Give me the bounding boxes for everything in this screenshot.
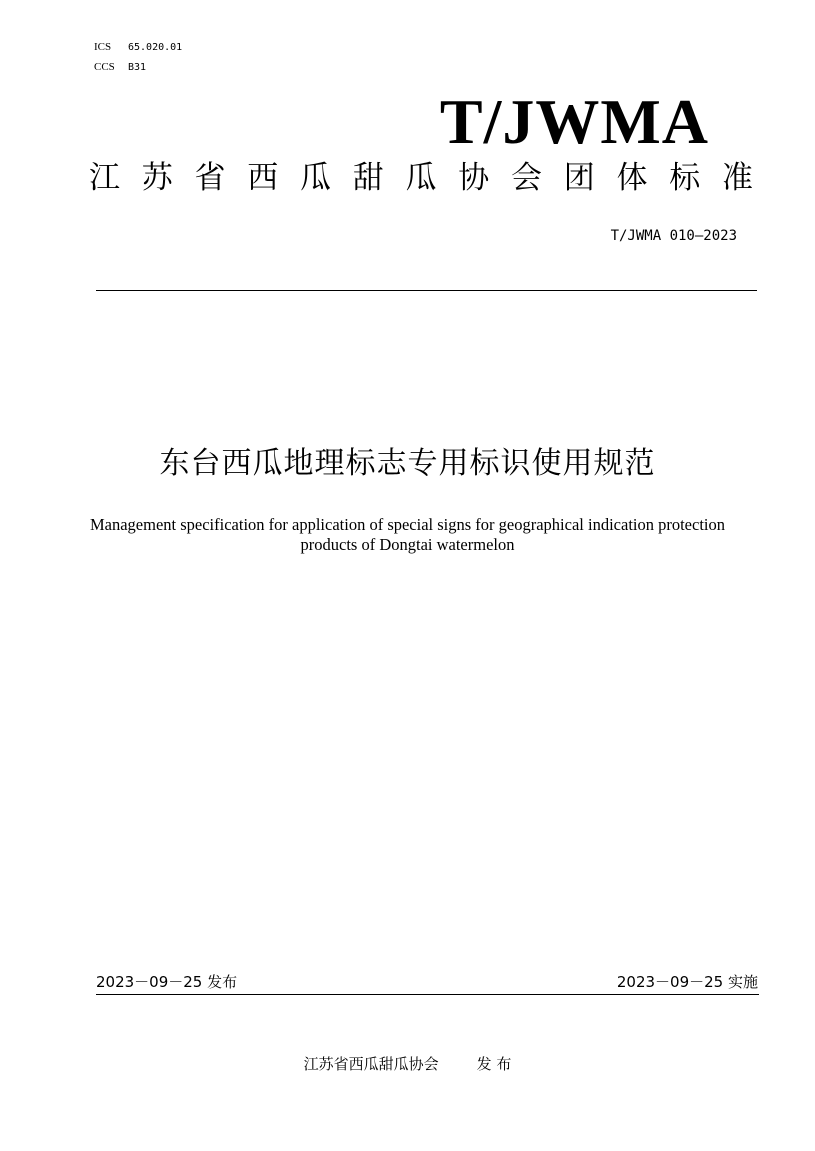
org-title-char: 团 bbox=[563, 160, 595, 196]
publisher-line bbox=[0, 1053, 815, 1075]
ics-value: 65.020.01 bbox=[128, 42, 183, 53]
org-title-char: 体 bbox=[616, 160, 648, 196]
standard-title-cn: 东台西瓜地理标志专用标识使用规范 bbox=[159, 446, 656, 481]
footer-divider bbox=[96, 994, 759, 995]
header-divider bbox=[96, 290, 757, 291]
standard-logo: T/JWMA bbox=[439, 86, 709, 157]
org-title-char: 江 bbox=[89, 160, 120, 196]
standard-title-en: Management specification for application of special signs for geographical indication protection products of Dongtai watermelon bbox=[89, 515, 726, 554]
org-title-char: 协 bbox=[458, 160, 490, 196]
org-title-char: 瓜 bbox=[300, 160, 331, 196]
implement-date: 2023－09－25 实施 bbox=[616, 973, 758, 991]
org-title-char: 西 bbox=[247, 160, 279, 196]
ics-code bbox=[94, 40, 182, 55]
publish-date: 2023－09－25 发布 bbox=[96, 973, 238, 991]
ccs-code bbox=[94, 60, 146, 75]
org-title-char: 会 bbox=[511, 160, 542, 196]
org-title-char: 苏 bbox=[141, 160, 173, 196]
ics-label: ICS bbox=[94, 41, 112, 53]
organization-standard-title bbox=[89, 158, 753, 198]
document-number: T/JWMA 010—2023 bbox=[610, 228, 737, 244]
org-title-char: 甜 bbox=[352, 160, 384, 196]
org-title-char: 标 bbox=[669, 160, 701, 196]
publisher-name: 江苏省西瓜甜瓜协会 bbox=[303, 1055, 439, 1073]
org-title-char: 瓜 bbox=[405, 160, 437, 196]
ccs-value: B31 bbox=[128, 62, 147, 73]
publisher-action: 发 布 bbox=[476, 1055, 512, 1073]
org-title-char: 省 bbox=[194, 160, 226, 196]
ccs-label: CCS bbox=[94, 61, 115, 73]
org-title-char: 准 bbox=[722, 160, 753, 196]
